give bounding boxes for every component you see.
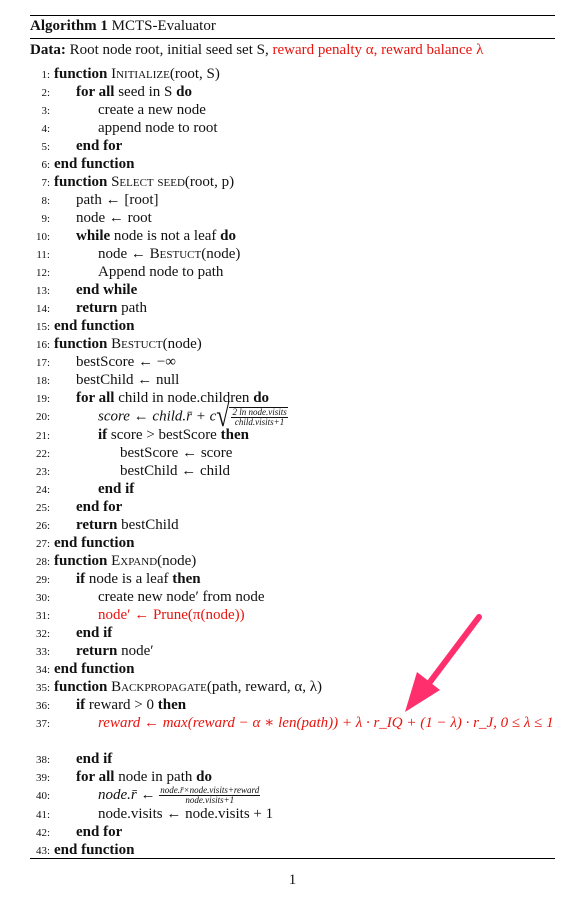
code-text: for all node in path do	[76, 769, 212, 785]
line-number: 15:	[35, 321, 50, 333]
code-text: path ← [root]	[76, 192, 159, 208]
code-text: end function	[54, 318, 135, 334]
line-number: 17:	[35, 357, 50, 369]
line-number: 16:	[35, 339, 50, 351]
line-number: 38:	[35, 754, 50, 766]
sqrt-icon: √	[216, 400, 230, 434]
line-number: 4:	[41, 123, 50, 135]
code-text: function Backpropagate(path, reward, α, λ)	[54, 679, 322, 695]
uct-denominator: child.visits+1	[234, 417, 285, 428]
line-number: 6:	[41, 159, 50, 171]
line-number: 5:	[41, 141, 50, 153]
code-text: if score > bestScore then	[98, 427, 249, 443]
code-text: end function	[54, 661, 135, 677]
line-number: 35:	[35, 682, 50, 694]
line-number: 14:	[35, 303, 50, 315]
line-number: 37:	[35, 718, 50, 730]
line-number: 31:	[35, 610, 50, 622]
code-text: if reward > 0 then	[76, 697, 187, 713]
line-number: 18:	[35, 375, 50, 387]
line-number: 21:	[35, 430, 50, 442]
code-text: reward ← max(reward − α ∗ len(path)) + λ · r_IQ + (1 − λ) · r_J, 0 ≤ λ ≤ 1	[98, 715, 554, 731]
code-text: function Select seed(root, p)	[54, 174, 235, 190]
line-number: 39:	[35, 772, 50, 784]
code-text: end function	[54, 842, 135, 858]
line-number: 23:	[35, 466, 50, 478]
code-text: node ← root	[76, 210, 152, 226]
page-number: 1	[288, 872, 297, 888]
code-text: function Bestuct(node)	[54, 336, 202, 352]
data-label: Data:	[30, 42, 66, 58]
line-number: 30:	[35, 592, 50, 604]
code-text: end if	[98, 481, 135, 497]
code-text: if node is a leaf then	[76, 571, 201, 587]
code-text: while node is not a leaf do	[76, 228, 236, 244]
code-text: append node to root	[98, 120, 218, 136]
code-text: end for	[76, 138, 123, 154]
line-number: 40:	[35, 790, 50, 802]
code-text: function Initialize(root, S)	[54, 66, 220, 82]
line-number: 12:	[35, 267, 50, 279]
code-text: end for	[76, 824, 123, 840]
code-text: end if	[76, 751, 113, 767]
line-number: 29:	[35, 574, 50, 586]
backprop-numerator: node.r̄×node.visits+reward	[160, 785, 260, 796]
line-number: 36:	[35, 700, 50, 712]
line-number: 19:	[35, 393, 50, 405]
line-number: 27:	[35, 538, 50, 550]
line-number: 20:	[35, 411, 50, 424]
code-text: bestChild ← child	[120, 463, 230, 479]
data-text: Root node root, initial seed set S,	[69, 42, 269, 58]
line-number: 24:	[35, 484, 50, 496]
code-text: Append node to path	[98, 264, 224, 280]
code-text-start: score ← child.r̄ + c	[98, 408, 217, 425]
code-text: create new node′ from node	[98, 589, 265, 605]
code-text: return node′	[76, 643, 154, 659]
code-text: for all child in node.children do	[76, 390, 270, 406]
line-number: 41:	[35, 809, 50, 821]
code-text: end function	[54, 156, 135, 172]
line-number: 2:	[41, 87, 50, 99]
code-text: function Expand(node)	[54, 553, 197, 569]
line-number: 34:	[35, 664, 50, 676]
line-number: 7:	[41, 177, 50, 189]
uct-numerator: 2 ln node.visits	[232, 407, 287, 418]
line-number: 22:	[35, 448, 50, 460]
backprop-denominator: node.visits+1	[185, 795, 235, 806]
line-number: 11:	[36, 249, 50, 261]
code-text: bestScore ← −∞	[76, 354, 176, 370]
code-text: node′ ← Prune(π(node))	[98, 607, 245, 623]
code-text-start: node.r̄ ←	[98, 787, 156, 803]
line-number: 32:	[35, 628, 50, 640]
line-number: 43:	[35, 845, 50, 857]
code-text: end for	[76, 499, 123, 515]
code-text: node.visits ← node.visits + 1	[98, 806, 274, 822]
line-number: 8:	[41, 195, 50, 207]
line-number: 9:	[41, 213, 50, 225]
line-number: 25:	[35, 502, 50, 514]
line-number: 1:	[41, 69, 50, 81]
algorithm-label: Algorithm 1	[30, 18, 108, 34]
code-text: bestScore ← score	[120, 445, 233, 461]
line-number: 13:	[35, 285, 50, 297]
line-number: 42:	[35, 827, 50, 839]
line-number: 26:	[35, 520, 50, 532]
code-text: for all seed in S do	[76, 84, 192, 100]
line-number: 3:	[41, 105, 50, 117]
code-text: bestChild ← null	[76, 372, 180, 388]
code-text: create a new node	[98, 102, 206, 118]
line-number: 28:	[35, 556, 50, 568]
line-number: 33:	[35, 646, 50, 658]
line-number: 10:	[35, 231, 50, 243]
code-text: end function	[54, 535, 135, 551]
code-text: return bestChild	[76, 517, 179, 533]
code-text: end if	[76, 625, 113, 641]
code-text: end while	[76, 282, 138, 298]
algorithm-name: MCTS-Evaluator	[111, 18, 216, 34]
data-red-text: reward penalty α, reward balance λ	[272, 42, 484, 58]
code-text: node ← Bestuct(node)	[98, 246, 241, 262]
code-text: return path	[76, 300, 147, 316]
